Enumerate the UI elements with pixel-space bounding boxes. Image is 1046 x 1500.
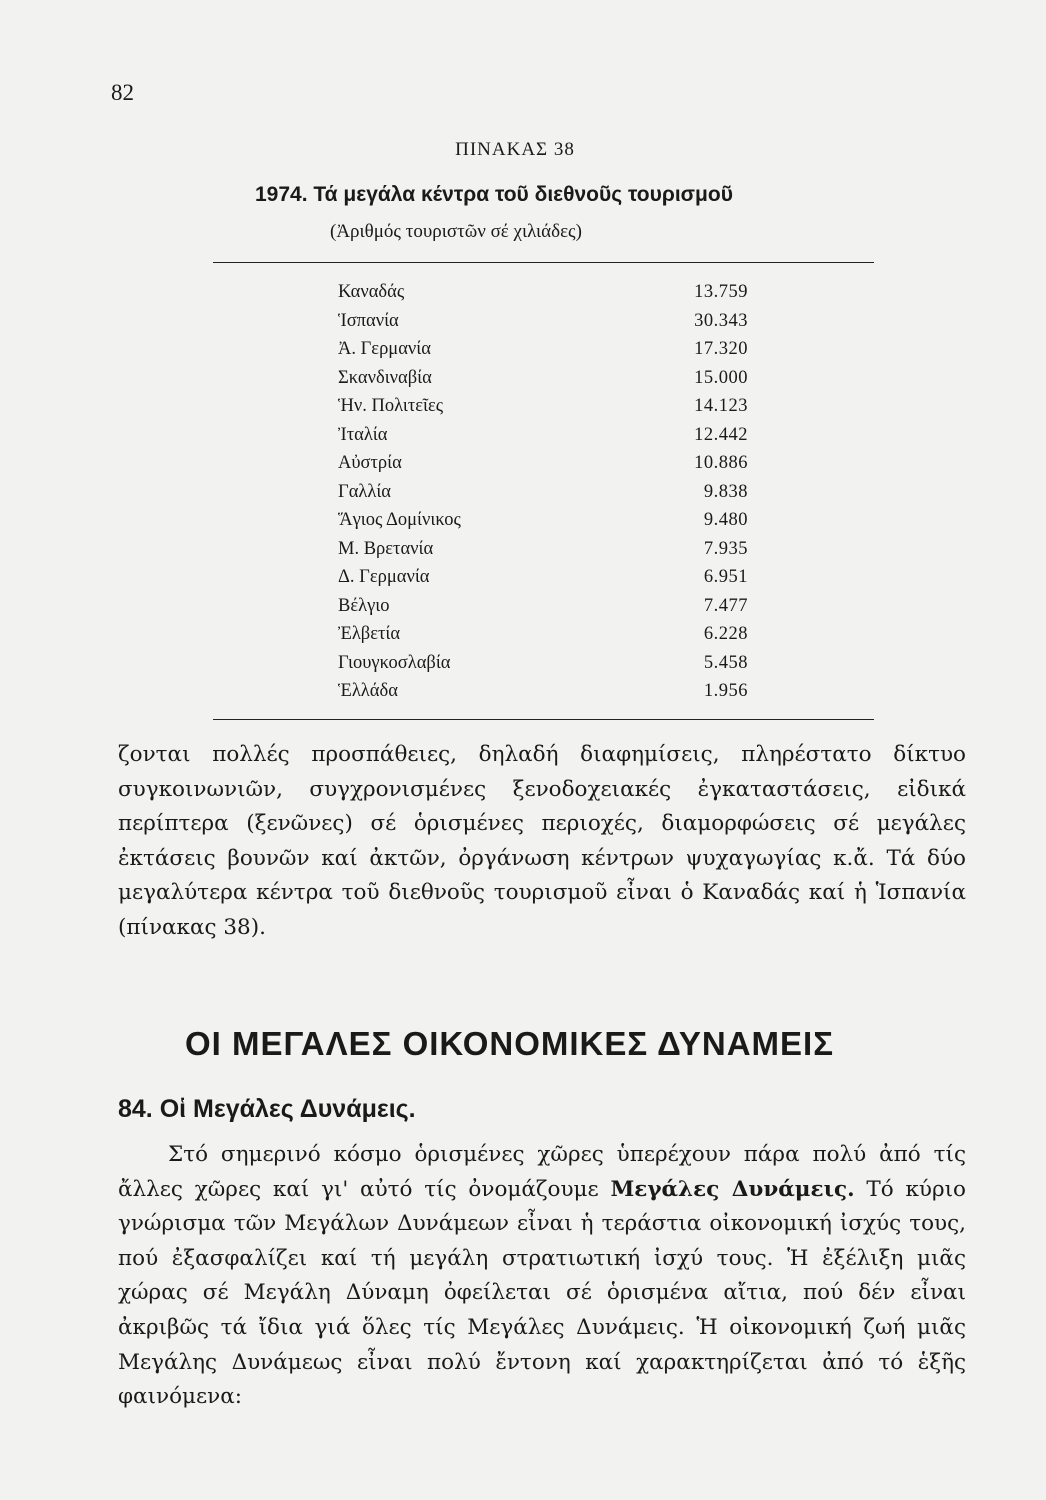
section-heading: ΟΙ ΜΕΓΑΛΕΣ ΟΙΚΟΝΟΜΙΚΕΣ ΔΥΝΑΜΕΙΣ bbox=[185, 1025, 835, 1062]
table-row bbox=[338, 449, 748, 478]
table-row bbox=[338, 620, 748, 649]
table-row bbox=[338, 563, 748, 592]
country-cell: Δ. Γερμανία bbox=[338, 567, 430, 587]
body-paragraph: ζονται πολλές προσπάθειες, δηλαδή διαφημίσεις, πληρέστατο δίκτυο συγκοινωνιῶν, συγχρονισμένες ξενοδοχειακές ἐγκαταστάσεις, εἰδικά περίπτερα (ξενῶνες) σέ ὁρισμένες περιοχές, διαμορφώσεις σέ μεγάλες ἐκτάσεις βουνῶν καί ἀκτῶν, ὀργάνωση κέντρων ψυχαγωγίας κ.ἄ. Τά δύο μεγαλύτερα κέντρα τοῦ διεθνοῦς τουρισμοῦ εἶναι ὁ Καναδάς καί ἡ Ἱσπανία (πίνακας 38). bbox=[118, 742, 966, 940]
country-cell: Γιουγκοσλαβία bbox=[338, 652, 451, 673]
table-row bbox=[338, 478, 748, 507]
value-cell: 5.458 bbox=[703, 652, 748, 673]
value-cell: 13.759 bbox=[694, 282, 748, 302]
country-cell: Αὐστρία bbox=[338, 453, 402, 473]
value-cell: 12.442 bbox=[694, 424, 748, 445]
country-cell: Ἰταλία bbox=[338, 424, 388, 445]
value-cell: 9.838 bbox=[703, 481, 748, 502]
country-cell: Ἱσπανία bbox=[338, 310, 399, 331]
table-row bbox=[338, 278, 748, 307]
table-bottom-rule bbox=[213, 719, 874, 720]
table-label: ΠΙΝΑΚΑΣ 38 bbox=[455, 139, 575, 160]
value-cell: 1.956 bbox=[703, 681, 748, 701]
value-cell: 7.935 bbox=[703, 538, 748, 559]
table-row bbox=[338, 592, 748, 621]
page-number: 82 bbox=[111, 80, 134, 105]
country-cell: Καναδάς bbox=[338, 282, 405, 302]
body-paragraph bbox=[118, 1138, 966, 1415]
table-title: 1974. Τά μεγάλα κέντρα τοῦ διεθνοῦς τουρισμοῦ bbox=[255, 183, 733, 206]
value-cell: 15.000 bbox=[694, 367, 748, 388]
value-cell: 30.343 bbox=[694, 310, 748, 331]
value-cell: 6.951 bbox=[703, 567, 748, 587]
table-row bbox=[338, 421, 748, 450]
country-cell: Σκανδιναβία bbox=[338, 367, 432, 388]
table-row bbox=[338, 506, 748, 535]
table-row bbox=[338, 335, 748, 364]
country-cell: Ἀ. Γερμανία bbox=[338, 339, 431, 359]
emphasized-term: Μεγάλες Δυνάμεις. bbox=[610, 1176, 855, 1202]
country-cell: Γαλλία bbox=[338, 481, 391, 502]
country-cell: Ἑλλάδα bbox=[338, 681, 398, 701]
table-row bbox=[338, 364, 748, 393]
country-cell: Ἡν. Πολιτεῖες bbox=[338, 396, 444, 416]
paragraph-text: Τό κύριο γνώρισμα τῶν Μεγάλων Δυνάμεων εἶναι ἡ τεράστια οἰκονομική ἰσχύς τους, πού ἐξασφαλίζει καί τή μεγάλη στρατιωτική ἰσχύ τους. Ἡ ἐξέλιξη μιᾶς χώρας σέ Μεγάλη Δύναμη ὀφείλεται σέ ὁρισμένα αἴτια, πού δέν εἶναι ἀκριβῶς τά ἴδια γιά ὅλες τίς Μεγάλες Δυνάμεις. Ἡ οἰκονομική ζωή μιᾶς Μεγάλης Δυνάμεως εἶναι πολύ ἔντονη καί χαρακτηρίζεται ἀπό τό ἑξῆς φαινόμενα: bbox=[118, 1176, 966, 1410]
sub-heading: 84. Οἱ Μεγάλες Δυνάμεις. bbox=[118, 1095, 416, 1123]
country-cell: Ἅγιος Δομίνικος bbox=[338, 510, 461, 530]
value-cell: 6.228 bbox=[703, 624, 748, 644]
paragraph-text: Στό σημερινό κόσμο ὁρισμένες χῶρες ὑπερέχουν πάρα πολύ ἀπό τίς ἄλλες χῶρες καί γι' αὐτό τίς ὀνομάζουμε bbox=[118, 1142, 966, 1202]
table-row bbox=[338, 535, 748, 564]
tourism-table bbox=[338, 278, 748, 706]
value-cell: 9.480 bbox=[703, 510, 748, 530]
value-cell: 14.123 bbox=[694, 396, 748, 416]
country-cell: Ἐλβετία bbox=[338, 624, 401, 644]
table-row bbox=[338, 392, 748, 421]
table-subtitle: (Ἀριθμός τουριστῶν σέ χιλιάδες) bbox=[330, 221, 582, 242]
value-cell: 7.477 bbox=[703, 595, 748, 616]
table-row bbox=[338, 307, 748, 336]
table-row bbox=[338, 649, 748, 678]
country-cell: Βέλγιο bbox=[338, 595, 390, 616]
table-top-rule bbox=[213, 262, 874, 263]
value-cell: 10.886 bbox=[694, 453, 748, 473]
country-cell: Μ. Βρετανία bbox=[338, 538, 434, 559]
value-cell: 17.320 bbox=[694, 339, 748, 359]
table-row bbox=[338, 677, 748, 706]
